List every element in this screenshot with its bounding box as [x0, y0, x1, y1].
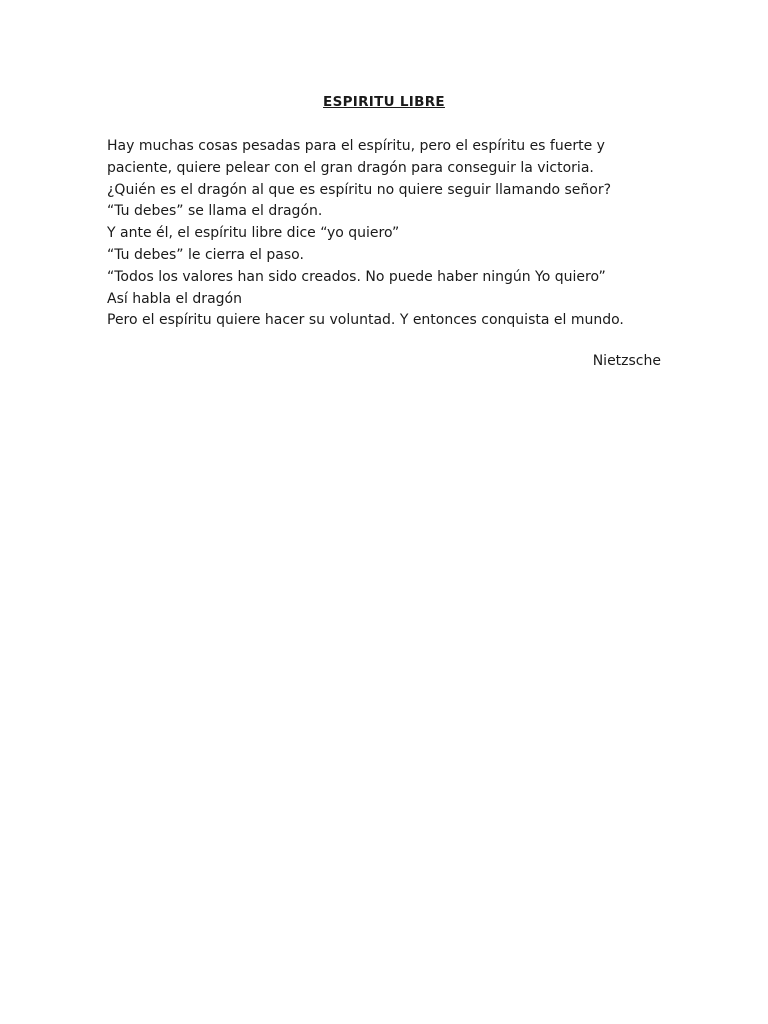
text-line: “Todos los valores han sido creados. No puede haber ningún Yo quiero”	[107, 268, 606, 285]
text-line: Pero el espíritu quiere hacer su voluntad. Y entonces conquista el mundo.	[107, 312, 624, 329]
text-line: Y ante él, el espíritu libre dice “yo quiero”	[107, 225, 400, 242]
document-title: ESPIRITU LIBRE	[323, 94, 445, 110]
text-line: Hay muchas cosas pesadas para el espíritu, pero el espíritu es fuerte y	[107, 138, 605, 154]
author-signature: Nietzsche	[592, 353, 661, 369]
text-line: “Tu debes” le cierra el paso.	[107, 246, 304, 263]
text-line: “Tu debes” se llama el dragón.	[107, 203, 323, 220]
text-line: ¿Quién es el dragón al que es espíritu no quiere seguir llamando señor?	[107, 181, 612, 198]
body-text	[107, 136, 667, 332]
text-line: Así habla el dragón	[107, 290, 242, 307]
text-line: paciente, quiere pelear con el gran dragón para conseguir la victoria.	[107, 159, 594, 176]
